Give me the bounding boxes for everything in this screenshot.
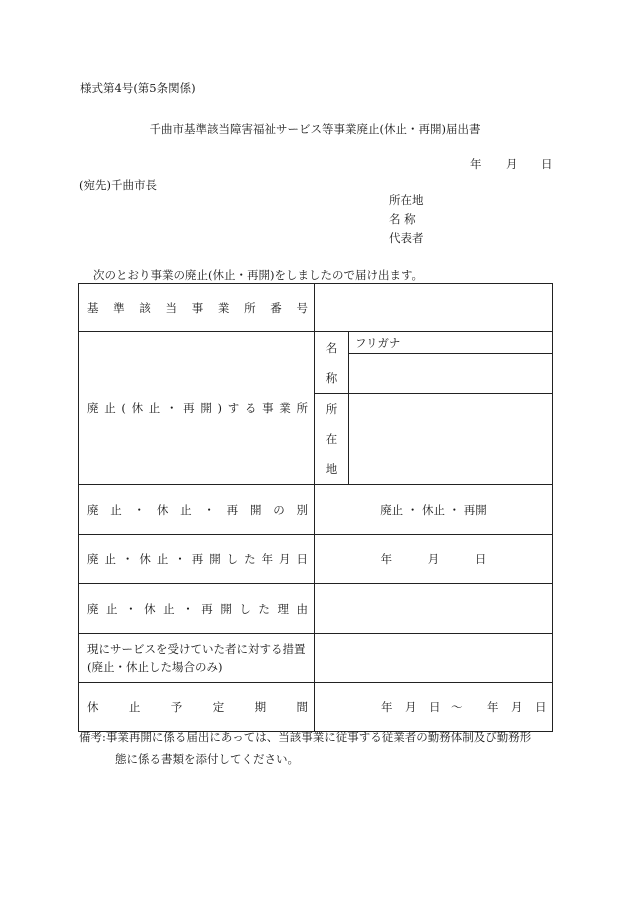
period-value[interactable] (315, 683, 553, 732)
location-char-1: 所 (325, 402, 338, 416)
remarks-line2: 態に係る書類を添付してください。 (115, 752, 299, 766)
period-label: 休止予定期間 (87, 700, 308, 714)
period-label-cell (79, 683, 315, 732)
applicant-name-label: 名 称 (389, 212, 416, 226)
date-label: 廃止・休止・再開した年月日 (87, 552, 308, 566)
form-title: 千曲市基準該当障害福祉サービス等事業廃止(休止・再開)届出書 (149, 122, 481, 136)
applicant-representative-label: 代表者 (389, 231, 424, 245)
measures-value[interactable] (315, 634, 553, 683)
period-year-2: 年 (487, 700, 499, 714)
form-number: 様式第4号(第5条関係) (80, 81, 196, 95)
date-day: 日 (541, 157, 553, 171)
measures-label-cell (79, 634, 315, 683)
measures-label-line2: (廃止・休止した場合のみ) (87, 660, 223, 674)
type-options: 廃止 ・ 休止 ・ 再開 (380, 502, 487, 517)
office-location-value[interactable] (349, 394, 553, 485)
name-label-cell (315, 332, 349, 394)
period-month-1: 月 (405, 700, 417, 714)
name-char-2: 称 (325, 370, 338, 385)
row-date (79, 535, 553, 584)
remarks (79, 726, 531, 770)
type-value[interactable] (315, 485, 553, 535)
row-reason (79, 584, 553, 634)
row-measures (79, 634, 553, 683)
date-month: 月 (506, 157, 518, 171)
row-period (79, 683, 553, 732)
notification-table (78, 283, 553, 732)
measures-label-line1: 現にサービスを受けていた者に対する措置 (87, 642, 306, 656)
location-char-2: 在 (325, 432, 338, 446)
office-number-label: 基準該当事業所番号 (87, 300, 308, 315)
date-label-cell (79, 535, 315, 584)
name-char-1: 名 (325, 340, 338, 355)
furigana-label: フリガナ (355, 336, 401, 350)
date-value[interactable] (315, 535, 553, 584)
row-office-number (79, 284, 553, 332)
type-label: 廃止・休止・再開の別 (87, 502, 308, 517)
period-day-2: 日 (535, 700, 547, 714)
furigana-cell[interactable] (349, 332, 553, 354)
row-type (79, 485, 553, 535)
period-year-1: 年 (381, 700, 393, 714)
office-label-cell (79, 332, 315, 485)
reason-label: 廃止・休止・再開した理由 (87, 601, 308, 616)
intro-text: 次のとおり事業の廃止(休止・再開)をしましたので届け出ます。 (93, 268, 424, 282)
office-number-value[interactable] (315, 284, 553, 332)
remarks-line1: 備考:事業再開に係る届出にあっては、当該事業に従事する従業者の勤務体制及び勤務形 (79, 730, 532, 744)
period-day-1: 日 (429, 700, 441, 714)
reason-label-cell (79, 584, 315, 634)
addressee: (宛先)千曲市長 (79, 178, 157, 192)
period-month-2: 月 (511, 700, 523, 714)
office-name-value[interactable] (349, 354, 553, 394)
table-date-day: 日 (474, 552, 487, 566)
location-label-cell (315, 394, 349, 485)
table-date-year: 年 (380, 552, 393, 566)
office-number-label-cell (79, 284, 315, 332)
reason-value[interactable] (315, 584, 553, 634)
type-label-cell (79, 485, 315, 535)
period-tilde: 〜 (451, 700, 463, 714)
office-label: 廃止(休止・再開)する事業所 (87, 401, 308, 415)
date-year: 年 (470, 157, 482, 171)
applicant-location-label: 所在地 (389, 193, 424, 207)
table-date-month: 月 (427, 552, 440, 566)
location-char-3: 地 (325, 462, 338, 476)
row-office-name-furigana (79, 332, 553, 354)
